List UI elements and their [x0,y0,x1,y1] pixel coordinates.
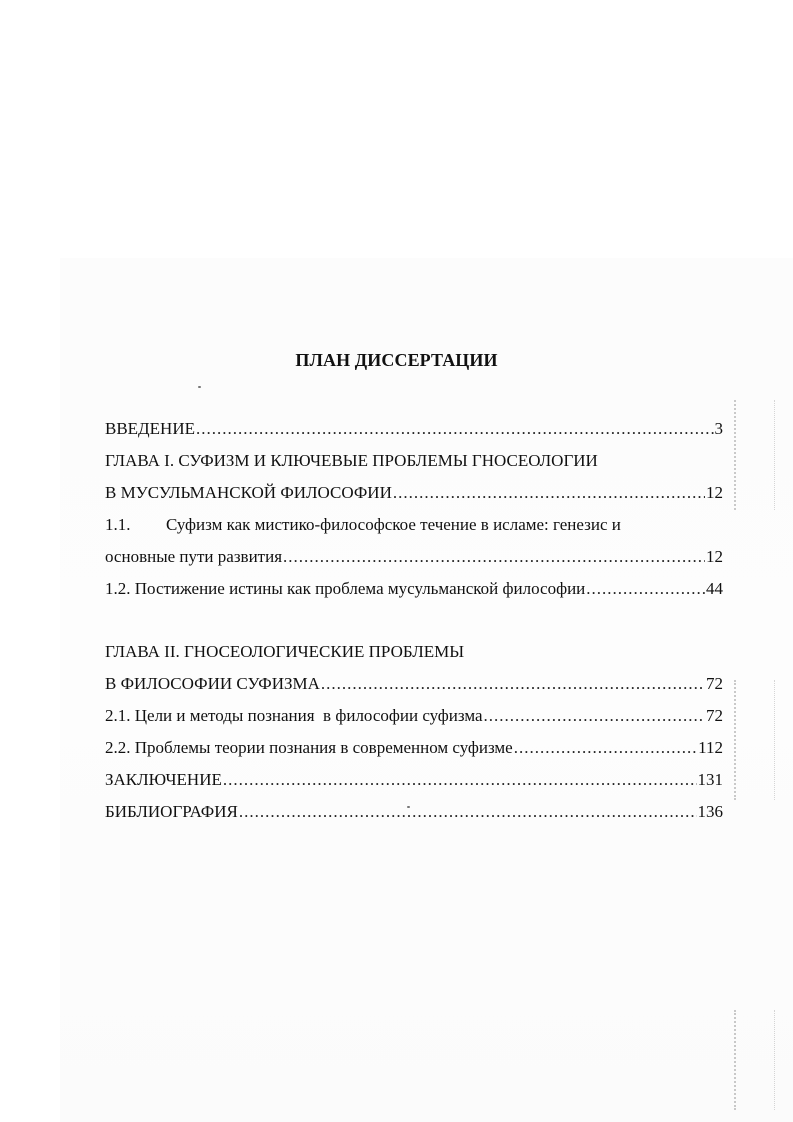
toc-entry-label: 1.2. Постижение истины как проблема мусульманской философии [105,579,586,598]
toc-entry-label: БИБЛИОГРАФИЯ [105,802,238,821]
toc-entry-label: 2.2. Проблемы теории познания в современном суфизме [105,738,513,757]
dot-leader [484,700,705,732]
dot-leader [196,413,714,445]
page-title: ПЛАН ДИССЕРТАЦИИ [295,350,498,370]
toc-entry-section-1-2 [105,573,723,605]
spacer [105,605,723,636]
toc-page-number: 112 [698,738,723,757]
table-of-contents [105,413,723,828]
section-title: Суфизм как мистико-философское течение в исламе: генезис и [166,515,621,534]
section-number: 1.1. [105,515,131,534]
dot-leader [586,573,705,605]
toc-page-number: 72 [706,706,723,725]
scan-speck [198,386,201,388]
dot-leader [514,732,697,764]
toc-entry-section-2-2 [105,732,723,764]
toc-entry-introduction [105,413,723,445]
toc-page-number: 3 [714,419,723,438]
toc-entry-section-2-1 [105,700,723,732]
toc-entry-chapter2 [105,668,723,700]
toc-page-number: 131 [697,770,723,789]
scan-margin-artifact [734,1010,775,1110]
toc-entry-label: ЗАКЛЮЧЕНИЕ [105,770,222,789]
toc-entry-section-1-1 [105,541,723,573]
toc-entry-conclusion [105,764,723,796]
toc-page-number: 72 [706,674,723,693]
toc-entry-bibliography [105,796,723,828]
toc-entry-label: В МУСУЛЬМАНСКОЙ ФИЛОСОФИИ [105,483,392,502]
toc-page-number: 12 [706,547,723,566]
toc-entry-chapter1-title: ГЛАВА I. СУФИЗМ И КЛЮЧЕВЫЕ ПРОБЛЕМЫ ГНОСЕОЛОГИИ [105,451,598,470]
toc-page-number: 44 [706,579,723,598]
toc-page-number: 136 [697,802,723,821]
scan-margin-artifact [734,400,775,510]
toc-entry-label: В ФИЛОСОФИИ СУФИЗМА [105,674,320,693]
dot-leader [283,541,705,573]
dot-leader [223,764,697,796]
toc-entry-label: 2.1. Цели и методы познания в философии суфизма [105,706,483,725]
dot-leader [393,477,705,509]
dot-leader [321,668,705,700]
toc-entry-chapter2-title: ГЛАВА II. ГНОСЕОЛОГИЧЕСКИЕ ПРОБЛЕМЫ [105,642,465,661]
toc-entry-label: основные пути развития [105,547,283,566]
toc-page-number: 12 [706,483,723,502]
toc-entry-chapter1 [105,477,723,509]
toc-entry-label: ВВЕДЕНИЕ [105,419,195,438]
scan-margin-artifact [734,680,775,800]
dot-leader [239,796,697,828]
toc-entry-section-1-1-title [105,509,723,541]
